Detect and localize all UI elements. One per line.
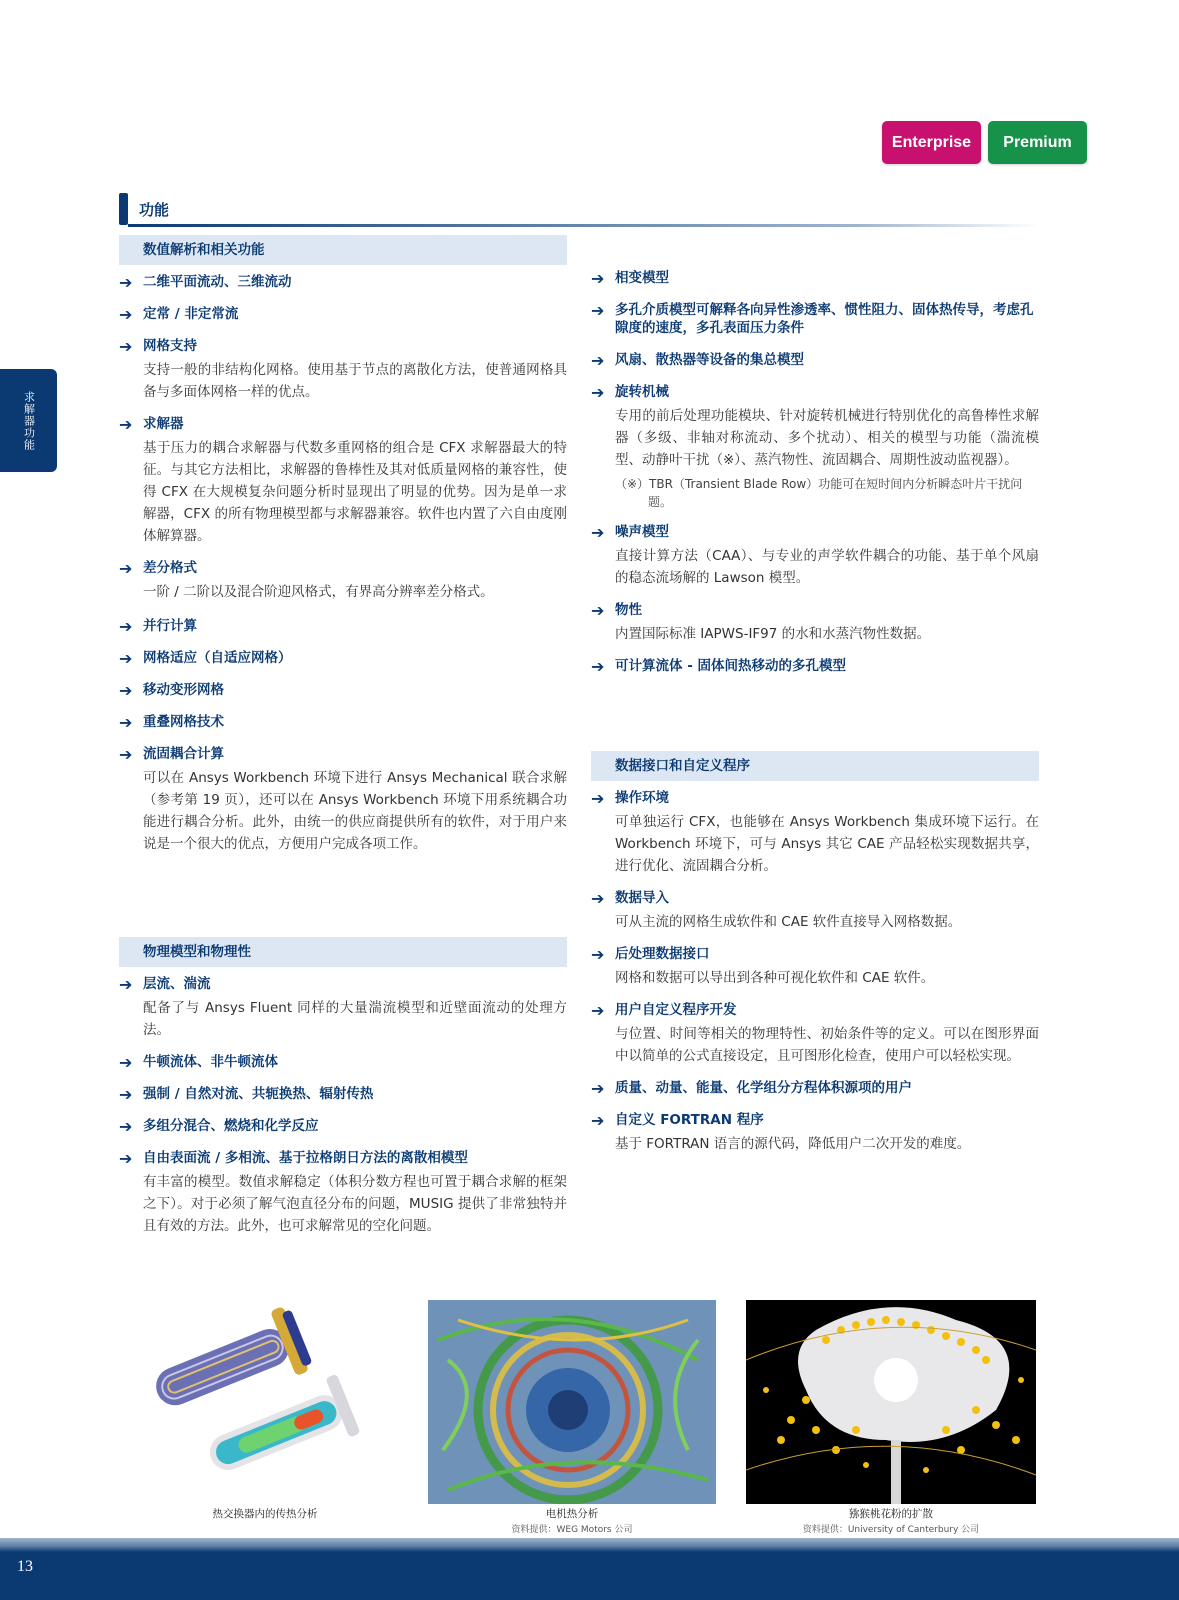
feature-item — [119, 273, 567, 291]
page-number: 13 — [17, 1558, 33, 1575]
feature-description: 内置国际标准 IAPWS-IF97 的水和水蒸汽物性数据。 — [615, 626, 931, 642]
arrow-icon: ➔ — [119, 975, 133, 994]
feature-title: 定常 / 非定常流 — [143, 306, 239, 322]
feature-item — [591, 889, 1039, 933]
feature-item — [591, 789, 1039, 877]
category-header: 数据接口和自定义程序 — [591, 751, 1039, 781]
feature-title: 后处理数据接口 — [615, 946, 710, 962]
feature-title: 物性 — [615, 602, 642, 618]
feature-item — [119, 1149, 567, 1237]
right-column-bottom — [591, 751, 1039, 1155]
feature-item — [591, 1001, 1039, 1067]
feature-title: 并行计算 — [143, 618, 197, 634]
feature-description: 网格和数据可以导出到各种可视化软件和 CAE 软件。 — [615, 970, 935, 986]
feature-title: 牛顿流体、非牛顿流体 — [143, 1054, 278, 1070]
arrow-icon: ➔ — [591, 1111, 605, 1130]
image-caption: 电机热分析 — [545, 1508, 599, 1520]
feature-description: 有丰富的模型。数值求解稳定（体积分数方程也可置于耦合求解的框架之下）。对于必须了解气泡直径分布的问题，MUSIG 提供了非常独特并且有效的方法。此外，也可求解常见的空化问题。 — [143, 1174, 567, 1234]
feature-item — [119, 713, 567, 731]
feature-item — [119, 559, 567, 603]
arrow-icon: ➔ — [119, 1085, 133, 1104]
side-tab — [0, 369, 57, 472]
left-column-bottom — [119, 937, 567, 1237]
feature-description: 基于压力的耦合求解器与代数多重网格的组合是 CFX 求解器最大的特征。与其它方法相比，求解器的鲁棒性及其对低质量网格的兼容性，使得 CFX 在大规模复杂问题分析时显现出了明显的优势。因为是单一求解器，CFX 的所有物理模型都与求解器兼容。软件也内置了六自由度刚体解算器。 — [143, 440, 567, 544]
arrow-icon: ➔ — [591, 269, 605, 288]
feature-title: 噪声模型 — [615, 524, 669, 540]
arrow-icon: ➔ — [119, 713, 133, 732]
arrow-icon: ➔ — [591, 351, 605, 370]
feature-title: 自由表面流 / 多相流、基于拉格朗日方法的离散相模型 — [143, 1150, 468, 1166]
arrow-icon: ➔ — [591, 889, 605, 908]
feature-description: 配备了与 Ansys Fluent 同样的大量湍流模型和近壁面流动的处理方法。 — [143, 1000, 567, 1038]
feature-note: （※）TBR（Transient Blade Row）功能可在短时间内分析瞬态叶片干扰问题。 — [615, 477, 1023, 509]
feature-description: 可从主流的网格生成软件和 CAE 软件直接导入网格数据。 — [615, 914, 962, 930]
feature-title: 求解器 — [143, 416, 184, 432]
feature-description: 可单独运行 CFX，也能够在 Ansys Workbench 集成环境下运行。在 Workbench 环境下，可与 Ansys 其它 CAE 产品轻松实现数据共享，进行优化、流固耦合分析。 — [615, 814, 1039, 874]
arrow-icon: ➔ — [591, 523, 605, 542]
arrow-icon: ➔ — [119, 337, 133, 356]
pollen-dispersion-image — [746, 1300, 1036, 1504]
feature-description: 与位置、时间等相关的物理特性、初始条件等的定义。可以在图形界面中以简单的公式直接设定，且可图形化检查，使用户可以轻松实现。 — [615, 1026, 1039, 1064]
feature-item — [119, 1117, 567, 1135]
section-rule — [128, 224, 1039, 227]
feature-item — [119, 617, 567, 635]
feature-item — [591, 523, 1039, 589]
arrow-icon: ➔ — [119, 1149, 133, 1168]
arrow-icon: ➔ — [119, 617, 133, 636]
feature-item — [591, 269, 1039, 287]
feature-title: 流固耦合计算 — [143, 746, 224, 762]
feature-item — [591, 1079, 1039, 1097]
feature-description: 一阶 / 二阶以及混合阶迎风格式，有界高分辨率差分格式。 — [143, 584, 494, 600]
feature-item — [119, 337, 567, 403]
right-column-top — [591, 269, 1039, 675]
motor-thermal-image — [428, 1300, 716, 1504]
image-caption: 热交换器内的传热分析 — [212, 1508, 318, 1520]
arrow-icon: ➔ — [591, 301, 605, 320]
arrow-icon: ➔ — [591, 601, 605, 620]
feature-title: 网格适应（自适应网格） — [143, 650, 292, 666]
enterprise-badge: Enterprise — [882, 121, 981, 164]
feature-item — [591, 601, 1039, 645]
arrow-icon: ➔ — [591, 383, 605, 402]
category-header: 物理模型和物理性 — [119, 937, 567, 967]
feature-title: 层流、湍流 — [143, 976, 211, 992]
feature-item — [591, 351, 1039, 369]
arrow-icon: ➔ — [591, 657, 605, 676]
arrow-icon: ➔ — [119, 305, 133, 324]
feature-item — [119, 681, 567, 699]
feature-title: 可计算流体 - 固体间热移动的多孔模型 — [615, 658, 847, 674]
side-tab-label: 求解器功能 — [22, 390, 36, 451]
arrow-icon: ➔ — [119, 559, 133, 578]
section-title: 功能 — [139, 201, 170, 219]
feature-item — [119, 975, 567, 1041]
feature-title: 多组分混合、燃烧和化学反应 — [143, 1118, 319, 1134]
feature-item — [119, 415, 567, 547]
feature-description: 直接计算方法（CAA）、与专业的声学软件耦合的功能、基于单个风扇的稳态流场解的 Lawson 模型。 — [615, 548, 1039, 586]
feature-title: 操作环境 — [615, 790, 669, 806]
feature-title: 多孔介质模型可解释各向异性渗透率、惯性阻力、固体热传导，考虑孔隙度的速度，多孔表面压力条件 — [615, 302, 1034, 336]
arrow-icon: ➔ — [119, 273, 133, 292]
feature-item — [119, 745, 567, 855]
feature-item — [119, 305, 567, 323]
arrow-icon: ➔ — [119, 649, 133, 668]
feature-description: 可以在 Ansys Workbench 环境下进行 Ansys Mechanical 联合求解（参考第 19 页），还可以在 Ansys Workbench 环境下用系统耦合功能进行耦合分析。此外，由统一的供应商提供所有的软件，对于用户来说是一个很大的优点，方便用户完成各项工作。 — [143, 770, 567, 852]
arrow-icon: ➔ — [591, 1079, 605, 1098]
arrow-icon: ➔ — [119, 681, 133, 700]
arrow-icon: ➔ — [119, 745, 133, 764]
section-bar — [119, 193, 128, 225]
feature-item — [591, 945, 1039, 989]
feature-item — [119, 1085, 567, 1103]
feature-title: 风扇、散热器等设备的集总模型 — [615, 352, 804, 368]
feature-item — [591, 1111, 1039, 1155]
feature-title: 重叠网格技术 — [143, 714, 224, 730]
feature-title: 质量、动量、能量、化学组分方程体积源项的用户 — [615, 1080, 912, 1096]
arrow-icon: ➔ — [119, 1053, 133, 1072]
left-column-top — [119, 235, 567, 855]
feature-description: 专用的前后处理功能模块、针对旋转机械进行特别优化的高鲁棒性求解器（多级、非轴对称流动、多个扰动）、相关的模型与功能（湍流模型、动静叶干扰（※）、蒸汽物性、流固耦合、周期性波动监视器）。 — [615, 408, 1039, 468]
feature-title: 二维平面流动、三维流动 — [143, 274, 292, 290]
arrow-icon: ➔ — [591, 1001, 605, 1020]
feature-title: 数据导入 — [615, 890, 669, 906]
feature-item — [119, 1053, 567, 1071]
feature-item — [119, 649, 567, 667]
arrow-icon: ➔ — [591, 945, 605, 964]
feature-item — [591, 657, 1039, 675]
premium-badge: Premium — [988, 121, 1087, 164]
image-caption: 猕猴桃花粉的扩散 — [849, 1508, 933, 1520]
feature-title: 网格支持 — [143, 338, 197, 354]
feature-description: 基于 FORTRAN 语言的源代码，降低用户二次开发的难度。 — [615, 1136, 971, 1152]
image-source: 资料提供：WEG Motors 公司 — [511, 1525, 633, 1535]
arrow-icon: ➔ — [119, 415, 133, 434]
feature-item — [591, 383, 1039, 511]
arrow-icon: ➔ — [591, 789, 605, 808]
feature-title: 移动变形网格 — [143, 682, 224, 698]
category-header: 数值解析和相关功能 — [119, 235, 567, 265]
section-header — [119, 193, 1039, 227]
feature-title: 相变模型 — [615, 270, 669, 286]
feature-title: 旋转机械 — [615, 384, 669, 400]
image-source: 资料提供：University of Canterbury 公司 — [802, 1525, 980, 1535]
feature-title: 用户自定义程序开发 — [615, 1002, 737, 1018]
feature-item — [591, 301, 1039, 337]
feature-description: 支持一般的非结构化网格。使用基于节点的离散化方法，使普通网格具备与多面体网格一样的优点。 — [143, 362, 567, 400]
feature-title: 自定义 FORTRAN 程序 — [615, 1112, 764, 1128]
feature-title: 强制 / 自然对流、共轭换热、辐射传热 — [143, 1086, 374, 1102]
heat-exchanger-image — [150, 1290, 380, 1480]
page-footer — [0, 1538, 1179, 1600]
feature-title: 差分格式 — [143, 560, 197, 576]
arrow-icon: ➔ — [119, 1117, 133, 1136]
